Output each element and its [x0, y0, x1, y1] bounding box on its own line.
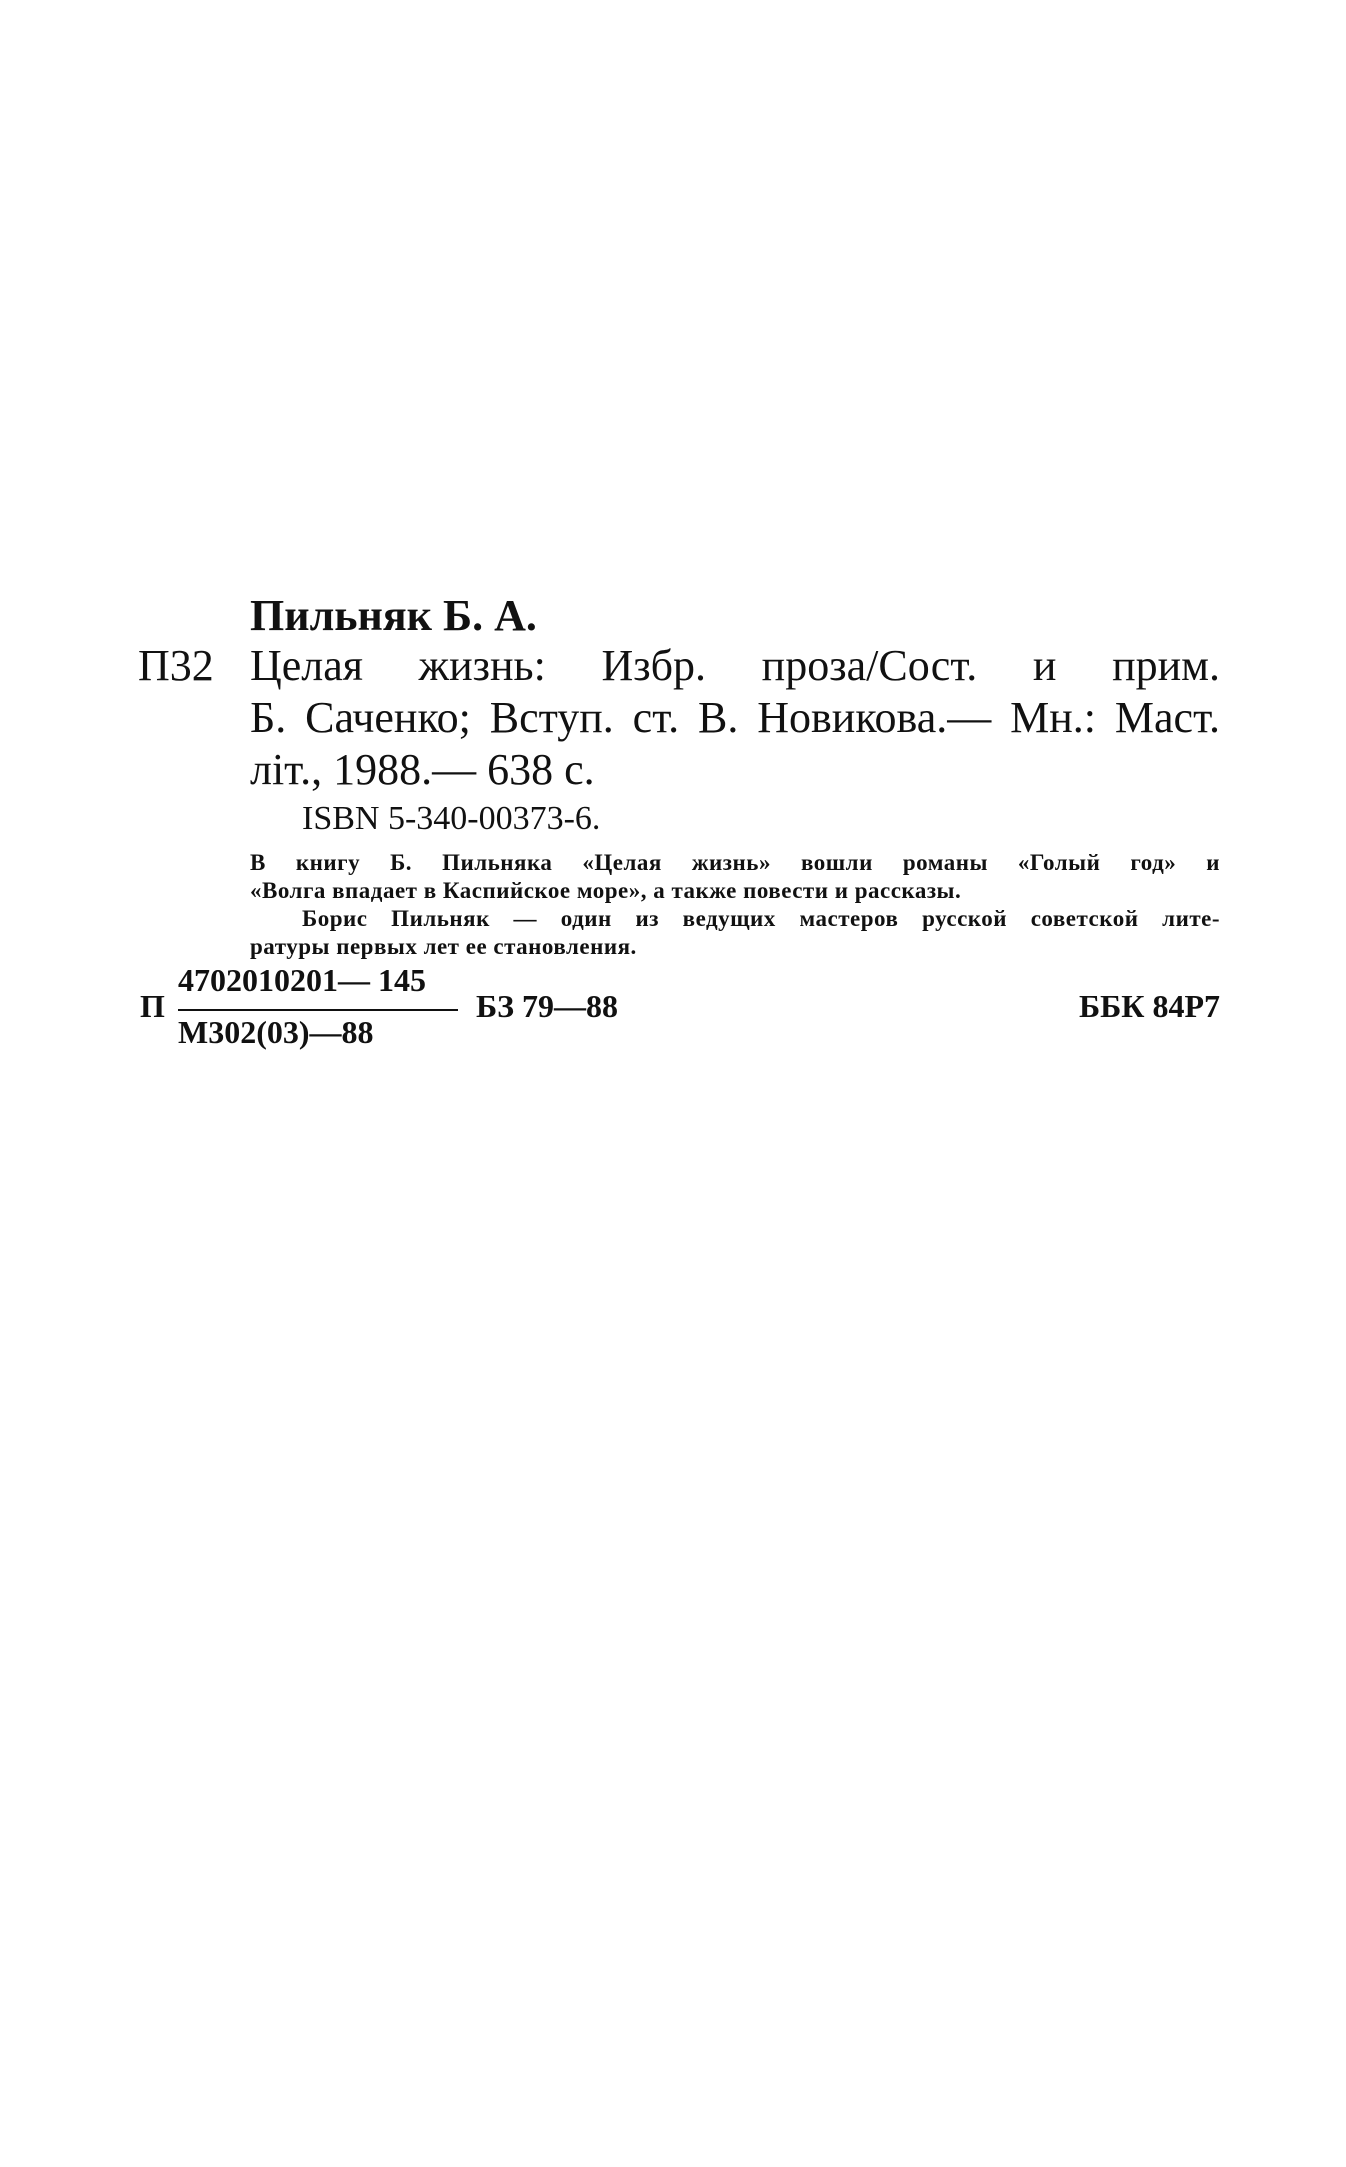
title-line: літ., 1988.— 638 с.	[250, 745, 595, 794]
author-name: Пильняк Б. А.	[250, 591, 537, 640]
fraction-divider	[178, 1009, 458, 1011]
annotation-line: «Волга впадает в Каспийское море», а также повести и рассказы.	[250, 878, 962, 903]
classification-denominator: М302(03)—88	[178, 1014, 374, 1050]
title-line: Целая жизнь: Избр. проза/Сост. и прим.	[250, 641, 1220, 690]
annotation-line: Борис Пильняк — один из ведущих мастеров русской советской лите-	[302, 906, 1220, 931]
catalog-index: П32	[138, 641, 214, 690]
classification-numerator: 4702010201— 145	[178, 962, 426, 998]
bbk-code: ББК 84Р7	[1078, 988, 1220, 1024]
annotation-line: ратуры первых лет ее становления.	[250, 934, 637, 959]
isbn: ISBN 5-340-00373-6.	[302, 800, 601, 837]
title-line: Б. Саченко; Вступ. ст. В. Новикова.— Мн.: Маст.	[250, 693, 1220, 742]
annotation-line: В книгу Б. Пильняка «Целая жизнь» вошли романы «Голый год» и	[250, 850, 1220, 875]
bz-code: БЗ 79—88	[476, 988, 619, 1024]
classification-letter: П	[140, 988, 165, 1024]
